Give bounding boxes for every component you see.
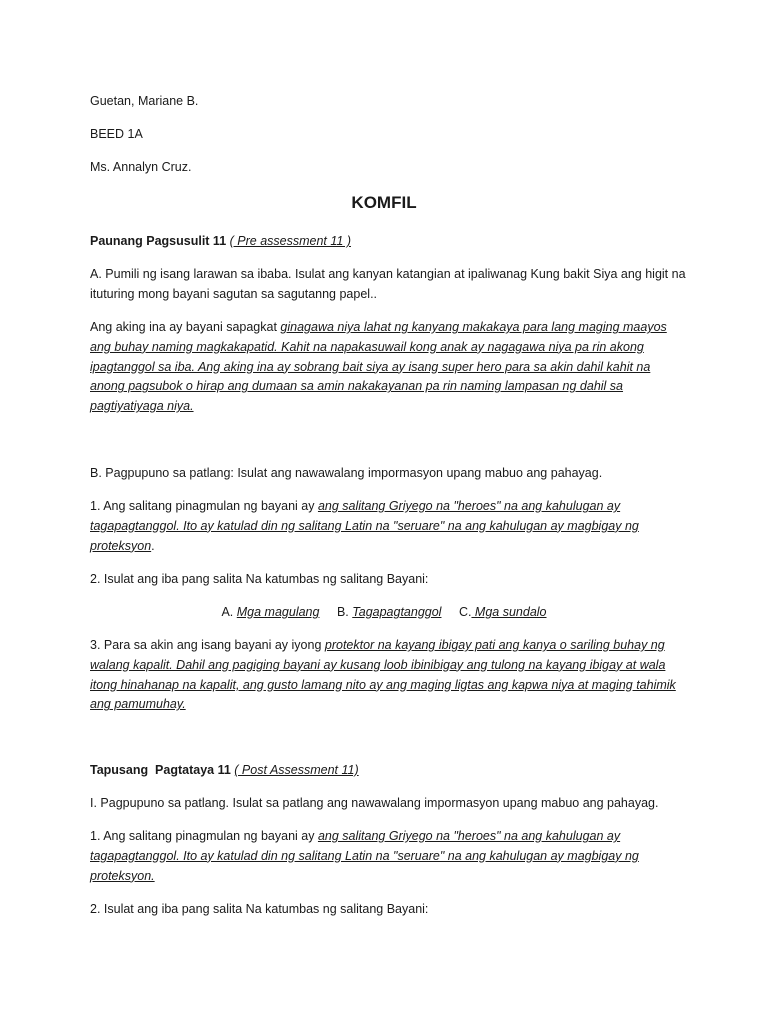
q3-prefix: 3. Para sa akin ang isang bayani ay iyong: [90, 638, 325, 652]
q1-answer: ang salitang Griyego na "heroes" na ang kahulugan ay tagapagtanggol. Ito ay katulad din ng salitang Latin na "seruare" na ang kahulugan ay magbigay ng proteksyon: [90, 499, 639, 553]
teacher-name: Ms. Annalyn Cruz.: [90, 160, 192, 174]
option-b-text: Tagapagtanggol: [352, 605, 442, 619]
post-heading-note: ( Post Assessment 11): [234, 763, 359, 777]
pre-question-1: [90, 497, 686, 556]
answer-options: [0, 603, 768, 623]
q3-answer: protektor na kayang ibigay pati ang kanya o sariling buhay ng walang kapalit. Dahil ang pagiging bayani ay kusang loob ibinibigay ang tulong na kayang ibigay at wala itong hinahanap na kapalit, ang gusto lamang nito ay ang maging ligtas ang kapwa niya at maging tahimik ang pamumuhay.: [90, 638, 676, 712]
pre-question-2: 2. Isulat ang iba pang salita Na katumbas ng salitang Bayani:: [90, 572, 429, 586]
student-name: Guetan, Mariane B.: [90, 94, 199, 108]
option-b-letter: B.: [336, 605, 349, 619]
post-assessment-heading: [90, 761, 686, 781]
instruction-b: B. Pagpupuno sa patlang: Isulat ang nawawalang impormasyon upang mabuo ang pahayag.: [90, 466, 603, 480]
answer-a: [90, 318, 686, 417]
post-q1-prefix: 1. Ang salitang pinagmulan ng bayani ay: [90, 829, 318, 843]
option-a-text: Mga magulang: [236, 605, 320, 619]
instruction-a: A. Pumili ng isang larawan sa ibaba. Isulat ang kanyan katangian at ipaliwanag Kung bakit Siya ang higit na ituturing mong bayani sagutan sa sagutanng papel..: [90, 267, 686, 301]
option-c-letter: C.: [458, 605, 472, 619]
course-code: BEED 1A: [90, 127, 143, 141]
pre-heading-label: Paunang Pagsusulit 11: [90, 234, 227, 248]
option-c-text: Mga sundalo: [471, 605, 547, 619]
option-a-letter: A.: [221, 605, 234, 619]
pre-assessment-heading: [90, 232, 686, 252]
pre-question-3: [90, 636, 686, 715]
pre-heading-note: ( Pre assessment 11 ): [229, 234, 351, 248]
answer-a-text: ginagawa niya lahat ng kanyang makakaya para lang maging maayos ang buhay naming magkakapatid. Kahit na napakasuwail kong anak ay nagagawa niya pa rin akong ipagtanggol sa iba. Ang aking ina ay sobrang bait siya ay isang super hero para sa akin dahil kahit na anong pagsubok o hirap ang dumaan sa amin nakakayanan pa rin naming lampasan ng dahil sa pagtiyatiyaga niya.: [90, 320, 667, 414]
q1-prefix: 1. Ang salitang pinagmulan ng bayani ay: [90, 499, 318, 513]
post-q1-answer: ang salitang Griyego na "heroes" na ang kahulugan ay tagapagtanggol. Ito ay katulad din ng salitang Latin na "seruare" na ang kahulugan ay magbigay ng proteksyon.: [90, 829, 639, 883]
q1-suffix: .: [151, 538, 155, 553]
post-instruction: I. Pagpupuno sa patlang. Isulat sa patlang ang nawawalang impormasyon upang mabuo ang pahayag.: [90, 796, 659, 810]
post-question-1: [90, 827, 686, 886]
post-heading-label: Tapusang Pagtataya 11: [90, 763, 231, 777]
document-title: KOMFIL: [351, 193, 417, 212]
post-question-2: 2. Isulat ang iba pang salita Na katumbas ng salitang Bayani:: [90, 902, 429, 916]
answer-a-prefix: Ang aking ina ay bayani sapagkat: [90, 320, 281, 334]
